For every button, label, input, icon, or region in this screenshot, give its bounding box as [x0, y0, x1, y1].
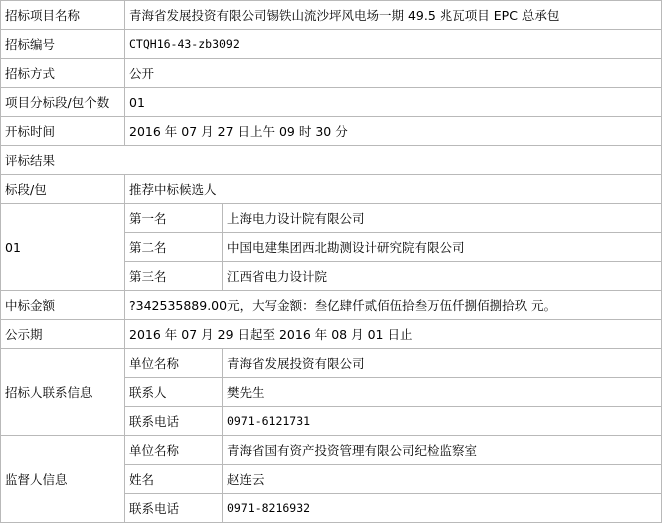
tenderer-field-key: 单位名称: [125, 349, 223, 378]
open-time-label: 开标时间: [1, 117, 125, 146]
supervisor-field-value: 赵连云: [223, 465, 662, 494]
candidate-rank: 第二名: [125, 233, 223, 262]
tenderer-row: [1, 349, 662, 378]
row-amount: [1, 291, 662, 320]
section-label: 标段/包: [1, 175, 125, 204]
result-header-label: 评标结果: [1, 146, 662, 175]
section-count-label: 项目分标段/包个数: [1, 88, 125, 117]
notice-period-value: 2016 年 07 月 29 日起至 2016 年 08 月 01 日止: [125, 320, 662, 349]
notice-period-label: 公示期: [1, 320, 125, 349]
candidate-name: 中国电建集团西北勘测设计研究院有限公司: [223, 233, 662, 262]
open-time-value: 2016 年 07 月 27 日上午 09 时 30 分: [125, 117, 662, 146]
candidate-rank: 第三名: [125, 262, 223, 291]
tender-no-label: 招标编号: [1, 30, 125, 59]
supervisor-field-value: 0971-8216932: [223, 494, 662, 523]
supervisor-row: [1, 436, 662, 465]
row-project-name: [1, 1, 662, 30]
tenderer-field-value: 青海省发展投资有限公司: [223, 349, 662, 378]
supervisor-field-key: 姓名: [125, 465, 223, 494]
tenderer-label: 招标人联系信息: [1, 349, 125, 436]
method-label: 招标方式: [1, 59, 125, 88]
amount-label: 中标金额: [1, 291, 125, 320]
supervisor-field-key: 单位名称: [125, 436, 223, 465]
row-section-count: [1, 88, 662, 117]
row-notice-period: [1, 320, 662, 349]
row-section: [1, 175, 662, 204]
amount-value: ?342535889.00元，大写金额：叁亿肆仟贰佰伍拾叁万伍仟捌佰捌拾玖 元。: [125, 291, 662, 320]
row-tender-no: [1, 30, 662, 59]
supervisor-field-key: 联系电话: [125, 494, 223, 523]
candidate-name: 上海电力设计院有限公司: [223, 204, 662, 233]
section-count-value: 01: [125, 88, 662, 117]
tender-no-value: CTQH16-43-zb3092: [125, 30, 662, 59]
row-method: [1, 59, 662, 88]
method-value: 公开: [125, 59, 662, 88]
candidate-name: 江西省电力设计院: [223, 262, 662, 291]
tenderer-field-key: 联系人: [125, 378, 223, 407]
row-open-time: [1, 117, 662, 146]
supervisor-field-value: 青海省国有资产投资管理有限公司纪检监察室: [223, 436, 662, 465]
project-name-value: 青海省发展投资有限公司锡铁山流沙坪风电场一期 49.5 兆瓦项目 EPC 总承包: [125, 1, 662, 30]
tenderer-field-value: 0971-6121731: [223, 407, 662, 436]
row-result-header: [1, 146, 662, 175]
candidate-row: [1, 204, 662, 233]
tenderer-field-key: 联系电话: [125, 407, 223, 436]
candidate-rank: 第一名: [125, 204, 223, 233]
tenderer-field-value: 樊先生: [223, 378, 662, 407]
project-name-label: 招标项目名称: [1, 1, 125, 30]
section-value: 推荐中标候选人: [125, 175, 662, 204]
supervisor-label: 监督人信息: [1, 436, 125, 523]
candidate-section-no: 01: [1, 204, 125, 291]
